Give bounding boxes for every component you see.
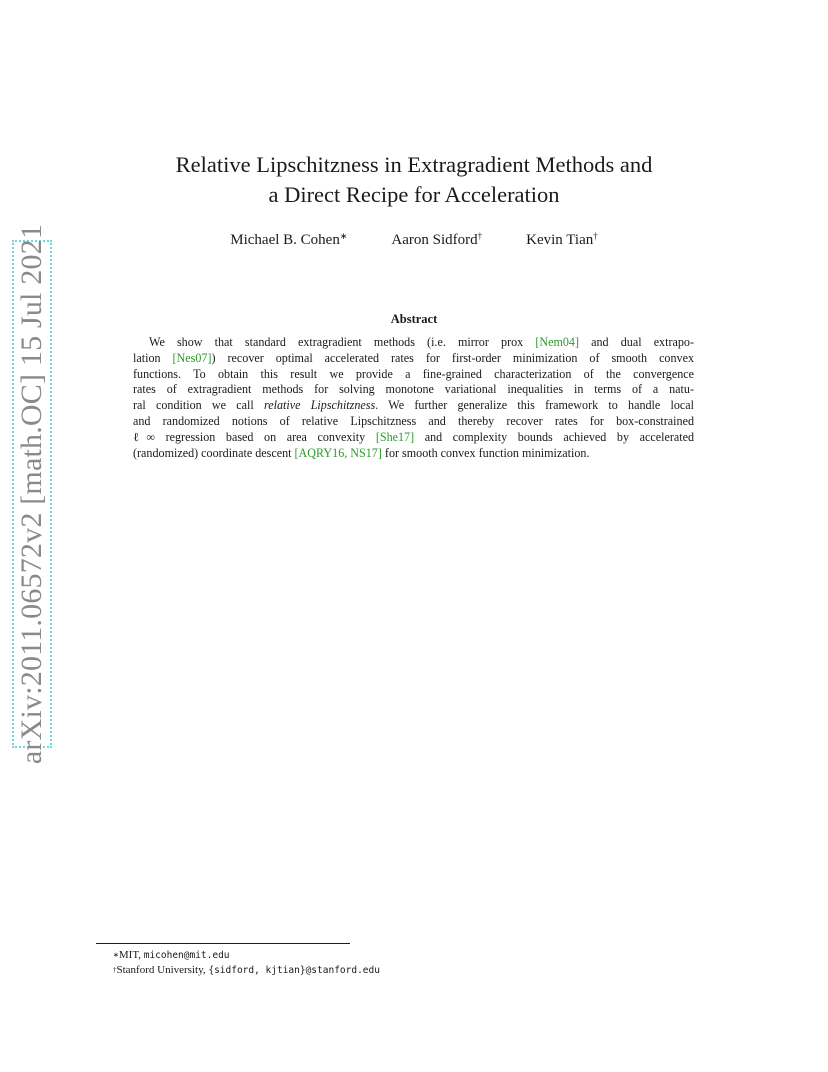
abstract-line-3: functions. To obtain this result we provide a fine-grained characterization of the convergence bbox=[133, 366, 694, 381]
author-cohen bbox=[230, 232, 347, 249]
emphasis-relative-lipschitzness: relative Lipschitzness bbox=[263, 398, 376, 413]
abstract-text: and dual extrapo- bbox=[579, 335, 694, 349]
abstract-text: ral condition we call bbox=[133, 398, 264, 413]
footnote-rule bbox=[96, 943, 350, 944]
abstract-text: ℓ∞ regression based on area convexity bbox=[133, 429, 376, 444]
author-footnote-mark[interactable]: † bbox=[477, 231, 483, 241]
author-footnote-mark[interactable]: ∗ bbox=[339, 231, 348, 241]
author-footnote-mark[interactable]: † bbox=[593, 231, 598, 241]
title-line-2: a Direct Recipe for Acceleration bbox=[268, 182, 560, 207]
abstract-line-7 bbox=[133, 430, 694, 446]
abstract-line-4: rates of extragradient methods for solving monotone variational inequalities in terms of a natu- bbox=[133, 382, 694, 397]
footnote-mark: ∗ bbox=[113, 951, 119, 959]
citation-aqry16[interactable]: [AQRY16 bbox=[294, 445, 345, 460]
email-link[interactable]: {sidford, kjtian}@stanford.edu bbox=[208, 965, 380, 976]
author-tian bbox=[526, 232, 598, 249]
author-sidford bbox=[391, 232, 482, 249]
abstract-line-8 bbox=[133, 446, 694, 462]
footnotes bbox=[113, 948, 380, 978]
abstract-line-6: and randomized notions of relative Lipschitzness and thereby recover rates for box-constrained bbox=[133, 413, 694, 428]
email-link[interactable]: micohen@mit.edu bbox=[143, 950, 230, 961]
paper-title bbox=[100, 150, 728, 210]
abstract-text: and complexity bounds achieved by accelerated bbox=[414, 429, 695, 444]
footnote-text: Stanford University, bbox=[116, 964, 209, 976]
citation-she17[interactable]: [She17] bbox=[375, 429, 415, 444]
footnote-text: MIT, bbox=[118, 949, 144, 961]
abstract-heading: Abstract bbox=[390, 312, 438, 326]
citation-nem04[interactable]: [Nem04] bbox=[535, 335, 579, 349]
citation-nes07[interactable]: [Nes07] bbox=[172, 350, 212, 365]
footnote-mark: † bbox=[113, 966, 117, 974]
citation-close-bracket: ] bbox=[377, 445, 382, 460]
abstract-text: lation bbox=[133, 350, 173, 365]
author-name: Aaron Sidford bbox=[391, 232, 478, 248]
author-name: Kevin Tian bbox=[526, 232, 594, 248]
abstract-line-2 bbox=[133, 351, 694, 367]
author-name: Michael B. Cohen bbox=[230, 232, 340, 248]
abstract-text: We show that standard extragradient methods (i.e. mirror prox bbox=[149, 335, 536, 349]
abstract-line-1 bbox=[133, 335, 694, 351]
author-list bbox=[100, 232, 728, 249]
abstract-body bbox=[133, 335, 694, 461]
arxiv-stamp-text: arXiv:2011.06572v2 [math.OC] 15 Jul 2021 bbox=[15, 223, 48, 765]
arxiv-stamp bbox=[12, 223, 52, 765]
footnote-mit bbox=[113, 948, 380, 963]
title-line-1: Relative Lipschitzness in Extragradient Methods and bbox=[175, 152, 653, 177]
abstract-line-5 bbox=[133, 398, 694, 414]
abstract-text: (randomized) coordinate descent bbox=[133, 445, 295, 460]
abstract-text: . We further generalize this framework to handle local bbox=[375, 398, 695, 413]
citation-ns17[interactable]: NS17 bbox=[350, 445, 378, 460]
citation-separator: , bbox=[344, 445, 351, 460]
abstract-text: ) recover optimal accelerated rates for first-order minimization of smooth convex bbox=[211, 350, 694, 365]
abstract-text: for smooth convex function minimization. bbox=[381, 445, 590, 460]
footnote-stanford bbox=[113, 963, 380, 978]
